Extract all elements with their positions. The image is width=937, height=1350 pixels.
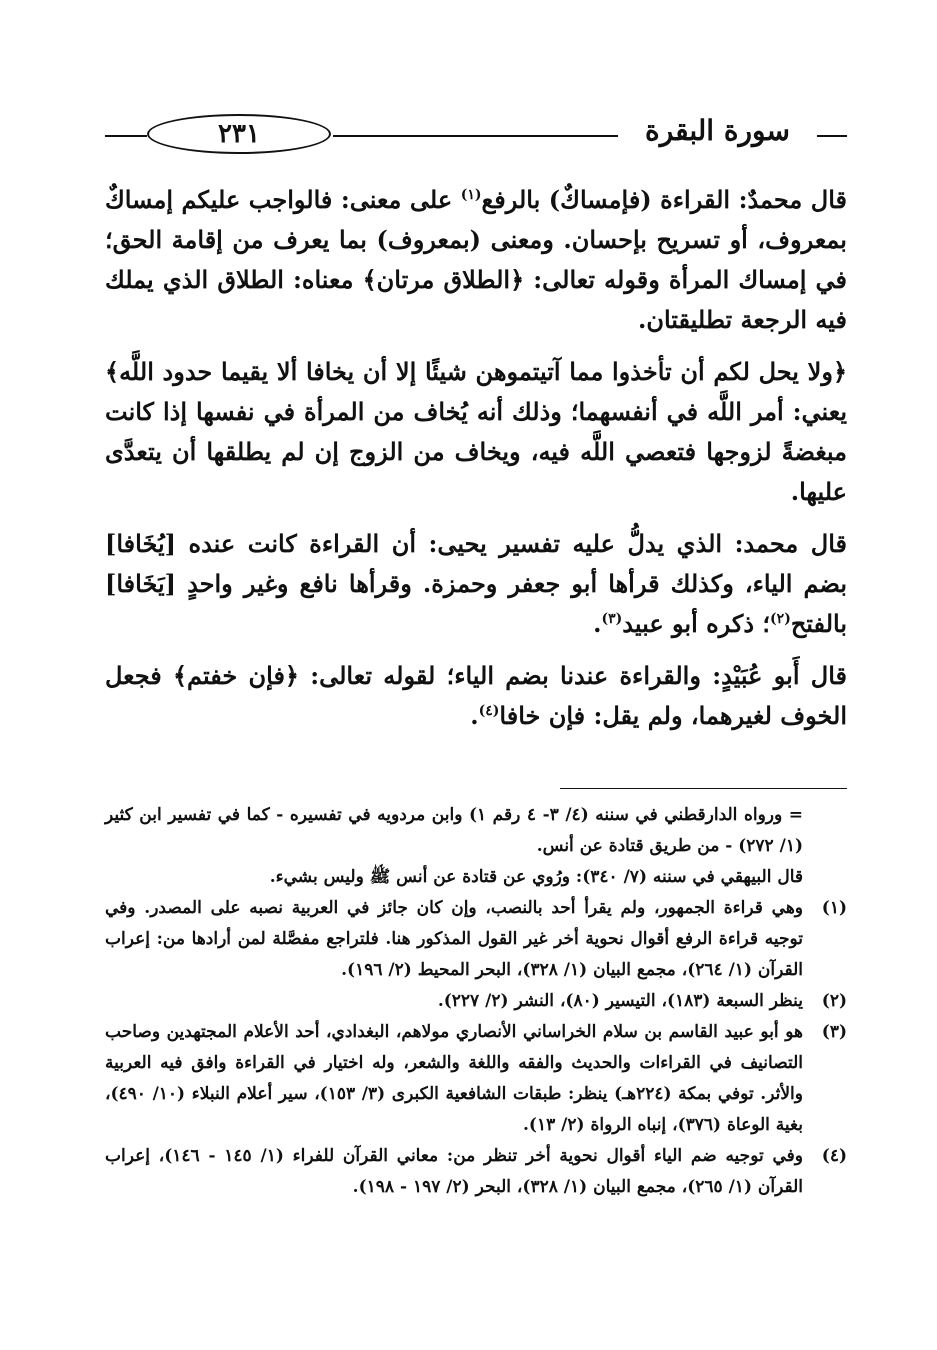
- paragraph-text: قال محمد: الذي يدلُّ عليه تفسير يحيى: أن القراءة كانت عنده [يُخَافا] بضم الياء، وكذلك قرأها أبو جعفر وحمزة. وقرأها نافع وغير واحدٍ [يَخَافا] بالفتح: [105, 529, 847, 638]
- footnote-reference: (١): [460, 187, 482, 203]
- surah-title: سورة البقرة: [645, 114, 790, 147]
- footnote-text: وهي قراءة الجمهور، ولم يقرأ أحد بالنصب، وإن كان جائز في العربية نصبه على المصدر. وفي توجيه قراءة الرفع أقوال نحوية أخر غير القول المذكور هنا. فلتراجع مفصَّلة لمن أرادها من: إعراب القرآن (١/ ٢٦٤)، مجمع البيان (١/ ٣٢٨)، البحر المحيط (٢/ ١٩٦).: [105, 898, 803, 980]
- page-number: ٢٣١: [218, 119, 260, 149]
- paragraph-text: .: [593, 609, 602, 638]
- paragraph-text: قال أَبو عُبَيْدٍ: والقراءة عندنا بضم الياء؛ لقوله تعالى: ﴿فإن خفتم﴾ فجعل الخوف لغيرهما، ولم يقل: فإن خافا: [105, 661, 847, 730]
- footnote-reference: (٣): [601, 611, 623, 627]
- paragraph: [105, 524, 847, 644]
- page-number-badge: [147, 114, 331, 154]
- footnote-continuation: قال البيهقي في سننه (٧/ ٣٤٠): ورُوي عن قتادة عن أنس ﷺ وليس بشيء.: [269, 867, 803, 887]
- footnote-1: [105, 893, 847, 986]
- main-text: [105, 180, 847, 748]
- footnote-reference: (٤): [478, 703, 500, 719]
- footnote-3: [105, 1017, 847, 1141]
- paragraph-text: على معنى: فالواجب عليكم إمساكٌ بمعروف، أو تسريح بإحسان. ومعنى (بمعروف) بما يعرف من إقامة الحق؛ في إمساك المرأة وقوله تعالى: ﴿الطلاق مرتان﴾ معناه: الطلاق الذي يملك فيه الرجعة تطليقتان.: [105, 185, 847, 334]
- footnote-marker: (١): [821, 898, 847, 918]
- footnote-reference: (٢): [770, 611, 791, 627]
- footnote-4: [105, 1141, 847, 1203]
- header-rule-left: [105, 135, 147, 137]
- footnote-text: ينظر السبعة (١٨٣)، التيسير (٨٠)، النشر (٢/ ٢٢٧).: [437, 991, 803, 1011]
- footnotes: [105, 800, 847, 1203]
- paragraph: [105, 656, 847, 736]
- header-rule-right: [817, 135, 847, 137]
- paragraph: [105, 352, 847, 512]
- header-rule-middle: [333, 135, 618, 137]
- footnote-marker: (٣): [821, 1022, 847, 1042]
- footnote-marker: (٤): [821, 1146, 847, 1166]
- footnote-text: وفي توجيه ضم الياء أقوال نحوية أخر تنظر من: معاني القرآن للفراء (١/ ١٤٥ - ١٤٦)، إعراب القرآن (١/ ٢٦٥)، مجمع البيان (١/ ٣٢٨)، البحر (٢/ ١٩٧ - ١٩٨).: [105, 1146, 803, 1197]
- footnote-text: هو أبو عبيد القاسم بن سلام الخراساني الأنصاري مولاهم، البغدادي، أحد الأعلام المجتهدين وصاحب التصانيف في القراءات والحديث والفقه واللغة والشعر، وله اختيار في القراءة وافق فيه العربية والأثر. توفي بمكة (٢٢٤هـ) ينظر: طبقات الشافعية الكبرى (٣/ ١٥٣)، سير أعلام النبلاء (١٠/ ٤٩٠)، بغية الوعاة (٣٧٦)، إنباه الرواة (٢/ ١٣).: [105, 1022, 803, 1135]
- paragraph-text: قال محمدٌ: القراءة (فإمساكٌ) بالرفع: [481, 185, 847, 214]
- footnote-continuation: = ورواه الدارقطني في سننه (٤/ ٣- ٤ رقم ١) وابن مردويه في تفسيره - كما في تفسير ابن كثير (١/ ٢٧٢) - من طريق قتادة عن أنس.: [105, 805, 803, 856]
- paragraph: [105, 180, 847, 340]
- footnote-marker: (٢): [821, 991, 847, 1011]
- footnote-separator: [560, 788, 847, 789]
- paragraph-text: .: [470, 701, 479, 730]
- page-header: [105, 108, 847, 154]
- footnote-2: [105, 986, 847, 1017]
- paragraph-text: ﴿ولا يحل لكم أن تأخذوا مما آتيتموهن شيئًا إلا أن يخافا ألا يقيما حدود اللَّه﴾ يعني: أمر اللَّه في أنفسهما؛ وذلك أنه يُخاف من المرأة في نفسها إذا كانت مبغضةً لزوجها فتعصي اللَّه فيه، ويخاف من الزوج إن لم يطلقها أن يتعدَّى عليها.: [105, 357, 848, 506]
- paragraph-text: ؛ ذكره أبو عبيد: [622, 609, 771, 638]
